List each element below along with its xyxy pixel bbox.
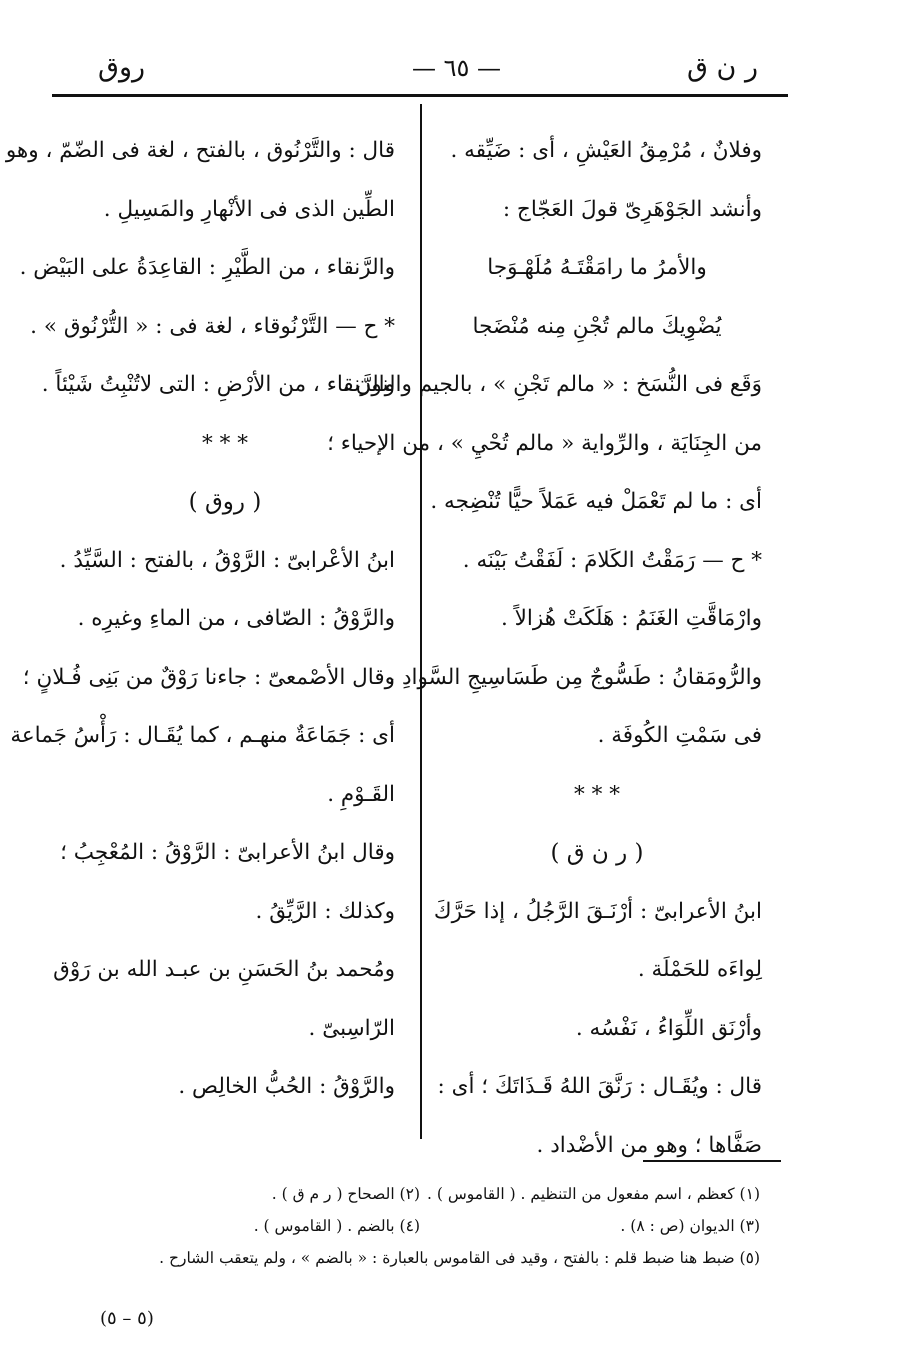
text-line: القَـوْمِ . [327,781,395,807]
text-line: والرَّنقاء ، من الأرْضِ : التى لاتُنْبِتُ شَيْئاً . [41,372,395,397]
text-line: الرّاسِبىّ . [308,1015,395,1041]
section-heading: ( ر ن ق ) [550,840,644,866]
text-line: * ح — التَّرْنُوقاء ، لغة فى : « التُّرْنُوق » . [30,313,395,339]
text-line: والرَّنقاء ، من الطَّيْرِ : القاعِدَةُ على البَيْض . [19,255,395,280]
text-line: وَقَع فى النُّسَخ : « مالم تَجْنِ » ، بالجيم والنون ، [341,372,762,397]
text-line: وارْمَاقَّتِ الغَنَمُ : هَلَكَتْ هُزالاً . [500,606,762,631]
left-column [5,122,395,1117]
text-line: وقال الأصْمعىّ : جاءنا رَوْقٌ من بَنِى فُـلانٍ ؛ [22,664,395,690]
footnote-rule [643,1160,781,1162]
footnote-2: (٢) الصحاح ( ر م ق ) . [271,1185,420,1203]
text-line: وكذلك : الرَّيِّقُ . [255,898,395,924]
page-number: — ٦٥ — [411,54,502,82]
header-root-left: روق [98,52,146,83]
text-line: ومُحمد بنُ الحَسَنِ بن عبـد الله بن رَوْق [53,957,395,982]
section-separator: * * * [202,430,248,456]
footnote-row [120,1242,760,1274]
text-line: فى سَمْتِ الكُوفَة . [597,723,762,748]
text-line: ابنُ الأعرابىّ : أرْنَـقَ الرَّجُلُ ، إذا حَرَّكَ [433,898,762,924]
verse-line: يُضْوِيكَ مالم تُجْنِ مِنه مُنْضَجا [472,313,722,339]
text-line: * ح — رَمَقْتُ الكَلامَ : لَفَقْتُ بَيْنَه . [462,547,762,573]
text-line: وأنشد الجَوْهَرِىّ قولَ العَجّاج : [502,196,762,222]
footnote-5: (٥) ضبط هنا ضبط قلم : بالفتح ، وقيد فى القاموس بالعبارة : « بالضم » ، ولم يتعقب الشارح . [159,1249,760,1267]
text-line: وقال ابنُ الأعرابىّ : الرَّوْقُ : المُعْجِبُ ؛ [60,840,395,865]
footnote-1: (١) كعظم ، اسم مفعول من التنظيم . ( القاموس ) . [427,1185,760,1203]
column-divider [420,104,422,1139]
text-line: صَفَّاها ؛ وهو من الأضْداد . [536,1132,762,1158]
text-line: أى : جَمَاعَةٌ منهـم ، كما يُقَـال : رَأْسُ جَماعة [10,723,395,748]
text-line: وفلانٌ ، مُرْمِقُ العَيْشِ ، أى : ضَيِّقه . [450,138,762,163]
text-line: الطِّين الذى فى الأنْهارِ والمَسِيلِ . [103,196,395,222]
verse-line: والأمرُ ما رامَقْتَـهُ مُلَهْـوَجا [487,255,707,280]
text-line: والرَّوْقُ : الحُبُّ الخالِص . [178,1074,395,1099]
footnote-row [120,1210,760,1242]
text-line: من الجِنَايَة ، والرِّواية « مالم تُحْيِ » ، من الإحياء ؛ [327,430,762,456]
text-line: قال : والتَّرْنُوق ، بالفتح ، لغة فى الضّمّ ، وهو [5,138,395,163]
text-line: لِواءَه للحَمْلَة . [637,957,762,982]
text-line: ابنُ الأعْرابىّ : الرَّوْقُ ، بالفتح : السَّيِّدُ . [59,547,395,573]
section-separator: * * * [574,781,620,807]
footnote-3: (٣) الديوان (ص : ٨) . [620,1217,760,1235]
footnote-row [120,1178,760,1210]
footnotes [120,1178,760,1274]
header-root-right: ر ن ق [687,52,758,83]
text-line: قال : ويُقَـال : رَنَّقَ اللهُ قَـذَاتَكَ ؛ أى : [437,1074,762,1099]
text-line: أى : ما لم تَعْمَلْ فيه عَمَلاً حيًّا تُنْضِجه . [430,489,762,514]
text-line: وأرْنَق اللِّوَاءُ ، نَفْسُه . [575,1015,762,1041]
header-rule [52,94,788,97]
text-line: والرَّوْقُ : الصّافى ، من الماءِ وغيرِه . [77,606,395,631]
signature-mark: (٥ – ٥) [100,1308,154,1329]
footnote-4: (٤) بالضم . ( القاموس ) . [253,1217,420,1235]
text-line: والرُّومَقانُ : طَسُّوجٌ مِن طَسَاسِيجِ السَّوادِ ، [388,664,762,690]
section-heading: ( روق ) [188,489,262,515]
